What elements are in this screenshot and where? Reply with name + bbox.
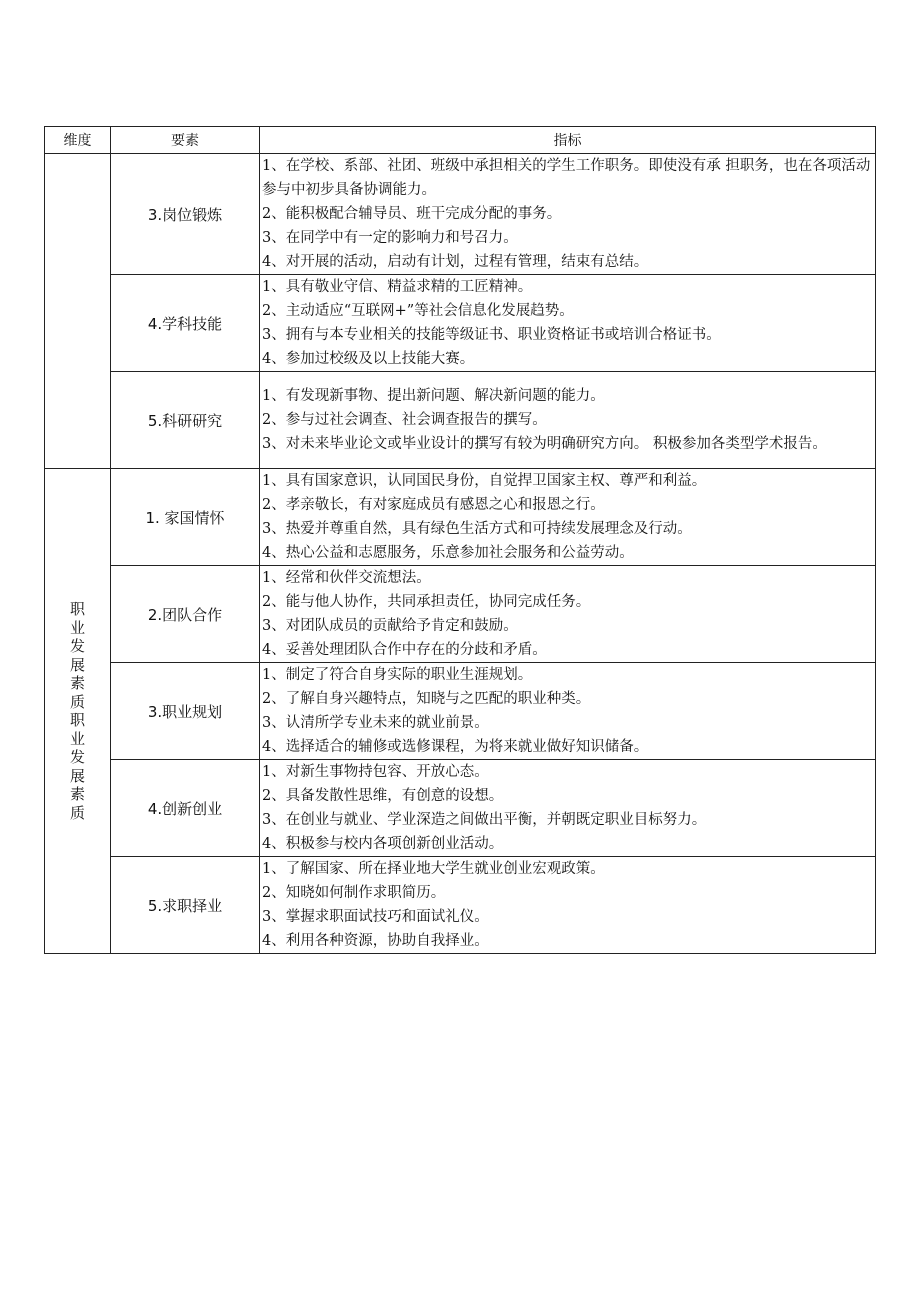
element-cell: 3.职业规划 [111, 663, 260, 760]
indicator-line: 2、能积极配合辅导员、班干完成分配的事务。 [262, 206, 562, 222]
element-cell: 3.岗位锻炼 [111, 154, 260, 275]
indicator-cell [260, 469, 876, 566]
indicator-cell [260, 372, 876, 469]
indicator-line: 3、对未来毕业论文或毕业设计的撰写有较为明确研究方向。 积极参加各类型学术报告。 [262, 436, 827, 452]
table-row [45, 275, 876, 372]
dimension-cell [45, 154, 111, 469]
table-row [45, 154, 876, 275]
dimension-label: 职业发展素质职业发展素质 [69, 600, 85, 822]
table-row [45, 857, 876, 954]
header-indicator: 指标 [260, 127, 876, 154]
indicator-line: 4、对开展的活动，启动有计划，过程有管理，结束有总结。 [262, 254, 649, 270]
indicator-line: 2、了解自身兴趣特点，知晓与之匹配的职业种类。 [262, 691, 591, 707]
table-row [45, 372, 876, 469]
indicator-line: 2、孝亲敬长，有对家庭成员有感恩之心和报恩之行。 [262, 497, 605, 513]
indicator-table [44, 126, 876, 954]
indicator-line: 1、在学校、系部、社团、班级中承担相关的学生工作职务。即使没有承 担职务，也在各项活动参与中初步具备协调能力。 [262, 158, 871, 198]
indicator-line: 3、在创业与就业、学业深造之间做出平衡，并朝既定职业目标努力。 [262, 812, 707, 828]
indicator-cell [260, 857, 876, 954]
indicator-line: 1、制定了符合自身实际的职业生涯规划。 [262, 667, 533, 683]
indicator-line: 1、具有国家意识，认同国民身份，自觉捍卫国家主权、尊严和利益。 [262, 473, 707, 489]
indicator-cell [260, 275, 876, 372]
indicator-line: 1、经常和伙伴交流想法。 [262, 570, 431, 586]
table-row [45, 469, 876, 566]
indicator-line: 4、积极参与校内各项创新创业活动。 [262, 836, 504, 852]
indicator-line: 1、了解国家、所在择业地大学生就业创业宏观政策。 [262, 861, 605, 877]
element-cell: 4.学科技能 [111, 275, 260, 372]
indicator-line: 3、在同学中有一定的影响力和号召力。 [262, 230, 518, 246]
indicator-line: 4、利用各种资源，协助自我择业。 [262, 933, 489, 949]
indicator-line: 4、参加过校级及以上技能大赛。 [262, 351, 475, 367]
indicator-line: 2、能与他人协作，共同承担责任，协同完成任务。 [262, 594, 591, 610]
header-dimension: 维度 [45, 127, 111, 154]
table-row [45, 663, 876, 760]
indicator-cell [260, 760, 876, 857]
dimension-cell [45, 469, 111, 954]
indicator-line: 3、热爱并尊重自然，具有绿色生活方式和可持续发展理念及行动。 [262, 521, 692, 537]
indicator-line: 1、对新生事物持包容、开放心态。 [262, 764, 489, 780]
indicator-line: 1、有发现新事物、提出新问题、解决新问题的能力。 [262, 388, 605, 404]
element-cell: 2.团队合作 [111, 566, 260, 663]
indicator-line: 3、掌握求职面试技巧和面试礼仪。 [262, 909, 489, 925]
element-cell: 1. 家国情怀 [111, 469, 260, 566]
indicator-cell [260, 154, 876, 275]
indicator-line: 3、认清所学专业未来的就业前景。 [262, 715, 489, 731]
indicator-line: 2、主动适应“互联网+”等社会信息化发展趋势。 [262, 303, 574, 319]
element-cell: 5.科研研究 [111, 372, 260, 469]
indicator-line: 2、知晓如何制作求职简历。 [262, 885, 446, 901]
indicator-line: 4、妥善处理团队合作中存在的分歧和矛盾。 [262, 642, 547, 658]
indicator-line: 4、热心公益和志愿服务，乐意参加社会服务和公益劳动。 [262, 545, 634, 561]
table-row [45, 566, 876, 663]
table-row [45, 760, 876, 857]
header-element: 要素 [111, 127, 260, 154]
indicator-line: 3、对团队成员的贡献给予肯定和鼓励。 [262, 618, 518, 634]
indicator-cell [260, 566, 876, 663]
table-header-row [45, 127, 876, 154]
element-cell: 5.求职择业 [111, 857, 260, 954]
indicator-cell [260, 663, 876, 760]
indicator-line: 2、参与过社会调查、社会调查报告的撰写。 [262, 412, 547, 428]
indicator-line: 4、选择适合的辅修或选修课程，为将来就业做好知识储备。 [262, 739, 649, 755]
indicator-line: 2、具备发散性思维，有创意的设想。 [262, 788, 504, 804]
indicator-line: 3、拥有与本专业相关的技能等级证书、职业资格证书或培训合格证书。 [262, 327, 721, 343]
element-cell: 4.创新创业 [111, 760, 260, 857]
indicator-line: 1、具有敬业守信、精益求精的工匠精神。 [262, 279, 533, 295]
